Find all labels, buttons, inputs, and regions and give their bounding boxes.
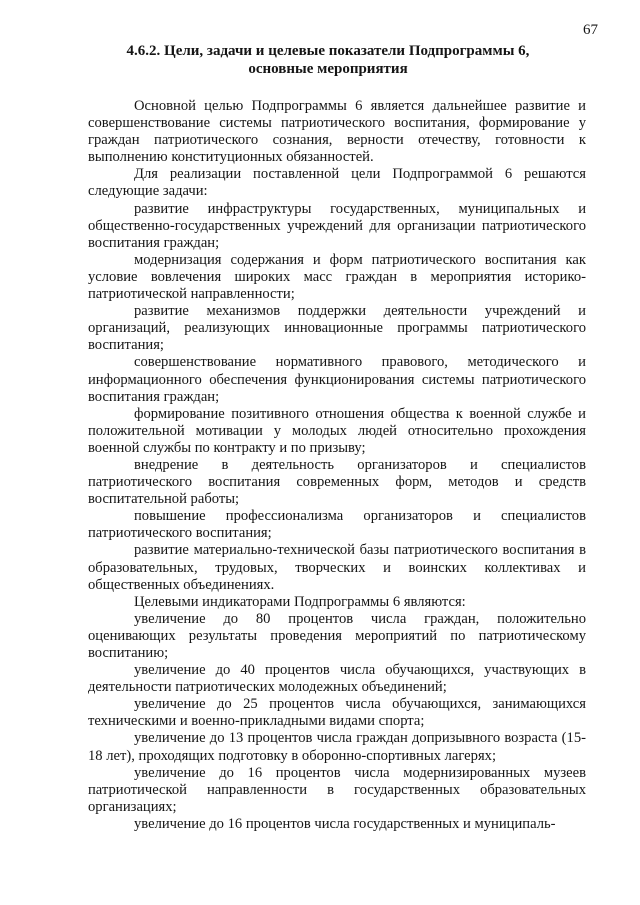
page-number: 67	[583, 22, 598, 38]
task-item: совершенствование нормативного правового, методического и информационного обеспечения функционирования системы патриотического воспитания граждан;	[88, 354, 586, 405]
indicator-item: увеличение до 80 процентов числа граждан, положительно оценивающих результаты проведения мероприятий по патриотическому воспитанию;	[88, 610, 586, 661]
task-item: развитие инфраструктуры государственных, муниципальных и общественно-государственных учреждений для организации патриотического воспитания граждан;	[88, 200, 586, 251]
task-item: модернизация содержания и форм патриотического воспитания как условие вовлечения широких масс граждан в мероприятия историко-патриотической направленности;	[88, 251, 586, 303]
indicator-item: увеличение до 40 процентов числа обучающихся, участвующих в деятельности патриотических молодежных объединений;	[88, 662, 586, 696]
paragraph-main-goal: Основной целью Подпрограммы 6 является дальнейшее развитие и совершенствование системы патриотического воспитания, формирование у граждан патриотического сознания, верности отечеству, готовности к выполнению конституционных обязанностей.	[88, 98, 586, 166]
indicator-item: увеличение до 13 процентов числа граждан допризывного возраста (15-18 лет), проходящих подготовку в оборонно-спортивных лагерях;	[88, 730, 586, 764]
paragraph-indicators-intro: Целевыми индикаторами Подпрограммы 6 являются:	[134, 593, 466, 610]
heading-line-1: 4.6.2. Цели, задачи и целевые показатели Подпрограммы 6,	[126, 43, 530, 59]
indicator-item: увеличение до 16 процентов числа модернизированных музеев патриотической направленности в государственных образовательных организациях;	[88, 764, 586, 815]
task-item: формирование позитивного отношения общества к военной службе и положительной мотивации у молодых людей относительно прохождения военной службы по контракту и по призыву;	[88, 405, 586, 456]
paragraph-tasks-intro: Для реализации поставленной цели Подпрограммой 6 решаются следующие задачи:	[88, 166, 586, 200]
body-text	[88, 98, 586, 833]
task-item: развитие материально-технической базы патриотического воспитания в образовательных, трудовых, творческих и воинских коллективах и общественных объединениях.	[88, 542, 586, 593]
section-heading	[78, 42, 578, 78]
task-item: внедрение в деятельность организаторов и специалистов патриотического воспитания современных форм, методов и средств воспитательной работы;	[88, 456, 586, 508]
indicator-item: увеличение до 16 процентов числа государственных и муниципаль-	[134, 815, 556, 832]
task-item: развитие механизмов поддержки деятельности учреждений и организаций, реализующих инновационные программы патриотического воспитания;	[88, 303, 586, 354]
indicator-item: увеличение до 25 процентов числа обучающихся, занимающихся техническими и военно-прикладными видами спорта;	[88, 696, 586, 730]
heading-line-2: основные мероприятия	[248, 61, 408, 77]
task-item: повышение профессионализма организаторов и специалистов патриотического воспитания;	[88, 508, 586, 542]
